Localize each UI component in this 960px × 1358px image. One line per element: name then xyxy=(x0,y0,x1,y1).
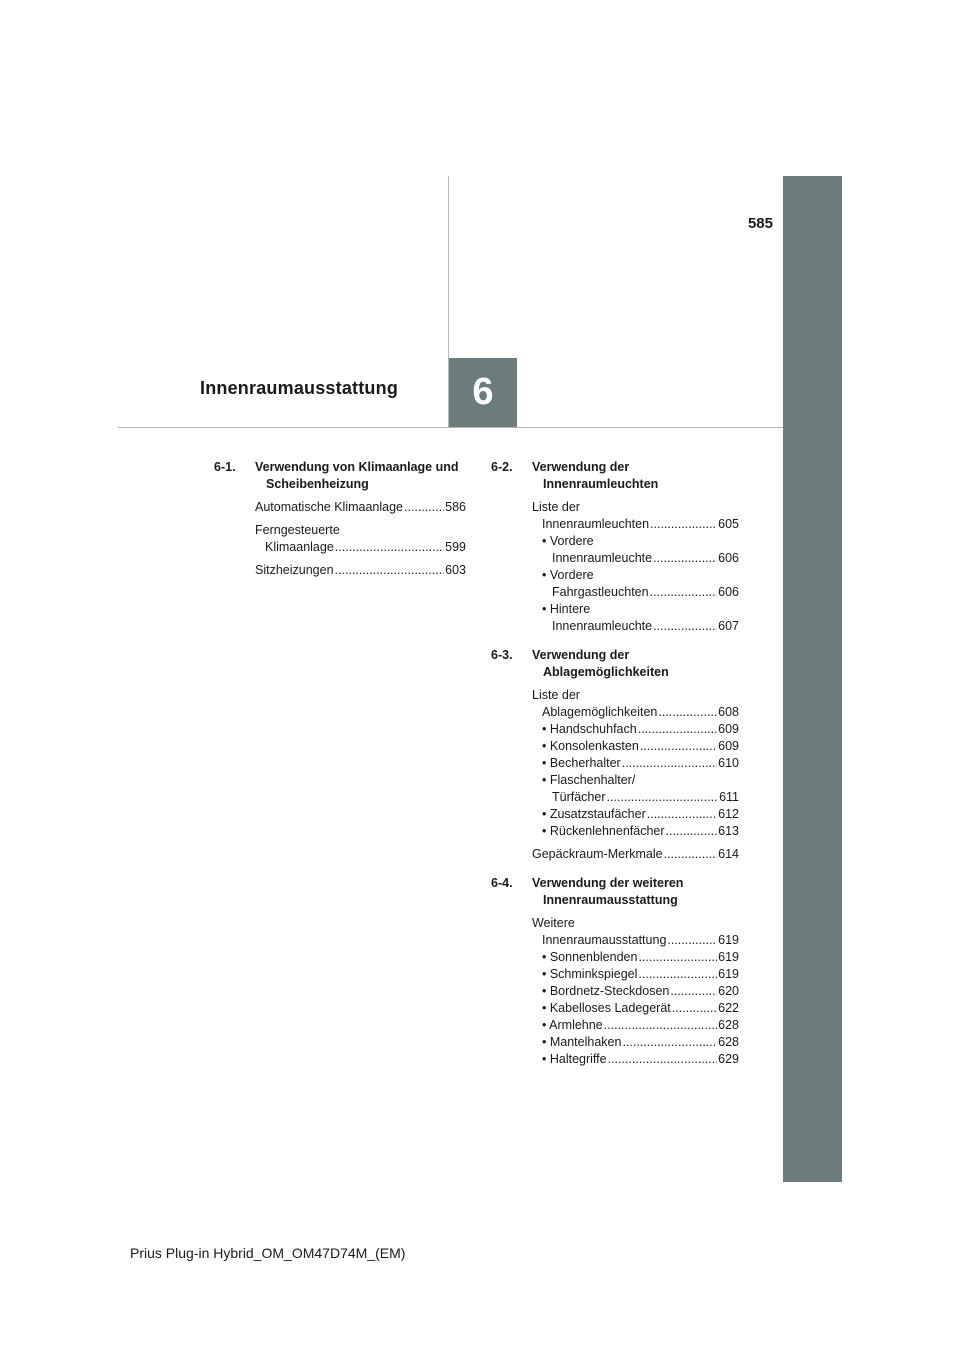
entry-text: • Bordnetz-Steckdosen xyxy=(542,984,670,998)
entry-prefix: Liste der xyxy=(532,688,580,702)
section-number: 6-4. xyxy=(491,876,513,890)
entry-text: • Zusatzstaufächer xyxy=(542,807,646,821)
toc-subentry-link[interactable] xyxy=(532,1034,739,1051)
page-ref: 610 xyxy=(718,756,739,770)
dot-leader xyxy=(650,516,717,533)
toc-entry xyxy=(255,499,466,516)
toc-subentry-link[interactable] xyxy=(532,966,739,983)
entry-text: • Handschuhfach xyxy=(542,722,637,736)
toc-entry-link[interactable] xyxy=(532,516,739,533)
toc-entry-link[interactable] xyxy=(532,846,739,863)
dot-leader xyxy=(672,1000,717,1017)
page-ref: 628 xyxy=(718,1018,739,1032)
section-number: 6-2. xyxy=(491,460,513,474)
page-ref: 606 xyxy=(718,551,739,565)
dot-leader xyxy=(667,932,717,949)
subentry-prefix: • Flaschenhalter/ xyxy=(542,773,636,787)
toc-entry-link[interactable] xyxy=(255,499,466,516)
dot-leader xyxy=(653,550,717,567)
page-ref: 619 xyxy=(718,967,739,981)
page-ref: 606 xyxy=(718,585,739,599)
page-ref: 613 xyxy=(718,824,739,838)
dot-leader xyxy=(638,949,717,966)
dot-leader xyxy=(622,755,717,772)
section-heading xyxy=(491,459,739,493)
dot-leader xyxy=(670,983,717,1000)
toc-entry-link[interactable] xyxy=(255,539,466,556)
entry-text: Ablagemöglichkeiten xyxy=(542,705,658,719)
section-entries xyxy=(255,499,466,579)
page-ref: 628 xyxy=(718,1035,739,1049)
toc-subentry-link[interactable] xyxy=(532,789,739,806)
toc-subentry-link[interactable] xyxy=(532,823,739,840)
page-ref: 603 xyxy=(445,563,466,577)
toc-subentry-link[interactable] xyxy=(532,806,739,823)
chapter-number-box: 6 xyxy=(449,358,517,427)
dot-leader xyxy=(335,539,444,556)
section-heading xyxy=(491,875,739,909)
toc-section xyxy=(491,459,739,635)
section-title: Verwendung der Innenraumleuchten xyxy=(532,460,659,491)
page-ref: 612 xyxy=(718,807,739,821)
toc-section xyxy=(491,647,739,863)
dot-leader xyxy=(658,704,717,721)
toc-subentry-link[interactable] xyxy=(532,738,739,755)
entry-prefix: Ferngesteuerte xyxy=(255,523,340,537)
dot-leader xyxy=(638,721,717,738)
dot-leader xyxy=(664,846,718,863)
footer-document-id: Prius Plug-in Hybrid_OM_OM47D74M_(EM) xyxy=(130,1245,406,1261)
section-heading xyxy=(491,647,739,681)
toc-entry xyxy=(255,522,466,556)
toc-section xyxy=(491,875,739,1068)
subentry-prefix: • Vordere xyxy=(542,534,594,548)
page-ref: 609 xyxy=(718,739,739,753)
chapter-title: Innenraumausstattung xyxy=(200,378,399,398)
toc-subentry-link[interactable] xyxy=(532,755,739,772)
entry-text: Innenraumleuchte xyxy=(552,551,653,565)
entry-text: Fahrgastleuchten xyxy=(552,585,649,599)
page-ref: 609 xyxy=(718,722,739,736)
page-ref: 608 xyxy=(718,705,739,719)
dot-leader xyxy=(604,1017,717,1034)
entry-text: Klimaanlage xyxy=(265,540,334,554)
entry-text: • Kabelloses Ladegerät xyxy=(542,1001,671,1015)
page-ref: 614 xyxy=(718,847,739,861)
toc-subentry-link[interactable] xyxy=(532,949,739,966)
toc-subentry-link[interactable] xyxy=(532,618,739,635)
toc-subentry-link[interactable] xyxy=(532,1000,739,1017)
entry-text: Innenraumausstattung xyxy=(542,933,667,947)
section-title: Verwendung von Klimaanlage und Scheibenheizung xyxy=(255,460,459,491)
section-entries xyxy=(532,915,739,1068)
section-title: Verwendung der weiteren Innenraumausstattung xyxy=(532,876,684,907)
dot-leader xyxy=(608,1051,718,1068)
toc-entry-link[interactable] xyxy=(532,932,739,949)
toc-entry xyxy=(532,915,739,1068)
toc-right-column xyxy=(491,459,739,1080)
entry-text: • Armlehne xyxy=(542,1018,603,1032)
entry-text: Innenraumleuchte xyxy=(552,619,653,633)
dot-leader xyxy=(404,499,444,516)
toc-subentry-link[interactable] xyxy=(532,721,739,738)
section-entries xyxy=(532,687,739,863)
page-ref: 622 xyxy=(718,1001,739,1015)
toc-subentry-link[interactable] xyxy=(532,1017,739,1034)
entry-text: Gepäckraum-Merkmale xyxy=(532,847,663,861)
page-ref: 619 xyxy=(718,933,739,947)
page-ref: 629 xyxy=(718,1052,739,1066)
toc-subentry-link[interactable] xyxy=(532,550,739,567)
dot-leader xyxy=(650,584,718,601)
toc-subentry-link[interactable] xyxy=(532,1051,739,1068)
page-ref: 605 xyxy=(718,517,739,531)
toc-entry-link[interactable] xyxy=(255,562,466,579)
entry-text: Innenraumleuchten xyxy=(542,517,650,531)
horizontal-divider xyxy=(118,427,783,428)
section-heading xyxy=(214,459,466,493)
toc-entry xyxy=(255,562,466,579)
section-entries xyxy=(532,499,739,635)
dot-leader xyxy=(640,738,717,755)
section-number: 6-1. xyxy=(214,460,236,474)
entry-text: • Mantelhaken xyxy=(542,1035,622,1049)
page-ref: 619 xyxy=(718,950,739,964)
page-ref: 611 xyxy=(719,790,739,804)
dot-leader xyxy=(638,966,717,983)
dot-leader xyxy=(647,806,717,823)
subentry-prefix: • Vordere xyxy=(542,568,594,582)
toc-section xyxy=(214,459,466,579)
entry-prefix: Weitere xyxy=(532,916,575,930)
toc-entry xyxy=(532,499,739,635)
entry-text: Türfächer xyxy=(552,790,606,804)
toc-subentry-link[interactable] xyxy=(532,983,739,1000)
entry-text: • Haltegriffe xyxy=(542,1052,607,1066)
chapter-side-tab xyxy=(783,176,842,1182)
entry-text: • Rückenlehnenfächer xyxy=(542,824,665,838)
entry-text: • Becherhalter xyxy=(542,756,621,770)
page-ref: 620 xyxy=(718,984,739,998)
entry-text: Automatische Klimaanlage xyxy=(255,500,403,514)
page-ref: 599 xyxy=(445,540,466,554)
entry-text: Sitzheizungen xyxy=(255,563,334,577)
page-ref: 586 xyxy=(445,500,466,514)
dot-leader xyxy=(607,789,719,806)
dot-leader xyxy=(622,1034,717,1051)
page-ref: 607 xyxy=(718,619,739,633)
section-title: Verwendung der Ablagemöglichkeiten xyxy=(532,648,669,679)
dot-leader xyxy=(666,823,718,840)
entry-text: • Konsolenkasten xyxy=(542,739,639,753)
toc-subentry-link[interactable] xyxy=(532,584,739,601)
dot-leader xyxy=(335,562,445,579)
entry-prefix: Liste der xyxy=(532,500,580,514)
toc-left-column xyxy=(214,459,466,591)
dot-leader xyxy=(653,618,717,635)
page-number: 585 xyxy=(747,215,773,232)
entry-text: • Sonnenblenden xyxy=(542,950,638,964)
subentry-prefix: • Hintere xyxy=(542,602,591,616)
toc-entry xyxy=(532,846,739,863)
section-number: 6-3. xyxy=(491,648,513,662)
entry-text: • Schminkspiegel xyxy=(542,967,638,981)
toc-entry-link[interactable] xyxy=(532,704,739,721)
toc-entry xyxy=(532,687,739,840)
